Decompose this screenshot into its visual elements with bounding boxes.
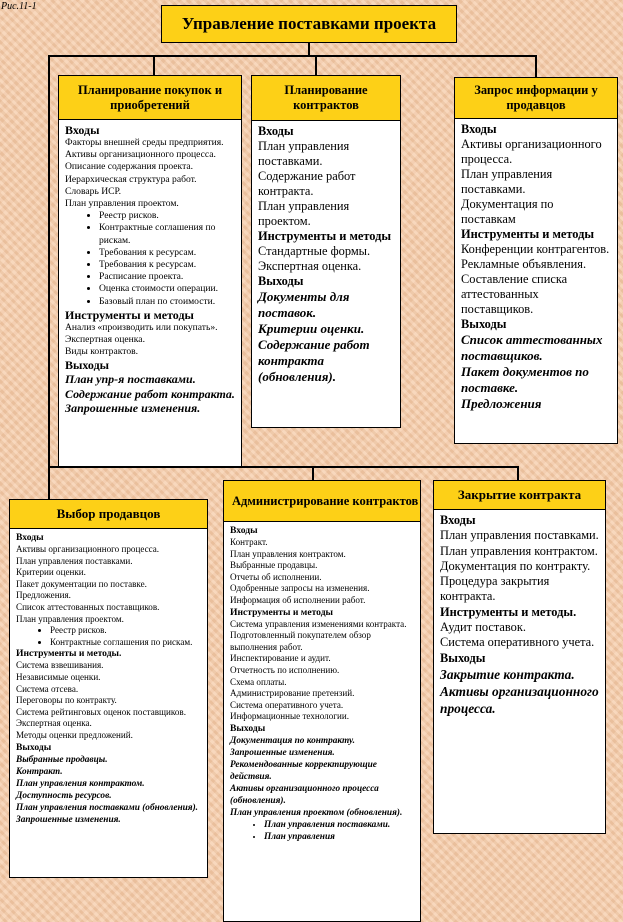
contract-closure-title: Закрытие контракта xyxy=(457,487,582,503)
list-item: Факторы внешней среды предприятия. xyxy=(65,137,224,148)
connector-left-trunk xyxy=(48,55,50,500)
list-item: Информационные технологии. xyxy=(230,711,349,722)
list-item: Экспертная оценка. xyxy=(16,718,92,729)
contract-planning-title: Планирование контрактов xyxy=(284,83,368,112)
list-item: Запрошенные изменения. xyxy=(16,814,121,825)
contract-planning-tools-heading: Инструменты и методы xyxy=(258,229,392,243)
list-item: План управления проектом. xyxy=(258,199,350,228)
list-item: Методы оценки предложений. xyxy=(16,729,133,740)
bullet-item: • Базовый план по стоимости. xyxy=(99,296,235,308)
purchase-planning-bullets xyxy=(65,210,235,308)
seller-info-title: Запрос информации у продавцов xyxy=(474,83,598,112)
purchase-planning-inputs xyxy=(65,137,235,210)
seller-selection-outputs-heading: Выходы xyxy=(16,741,52,753)
list-item: План управления поставками. xyxy=(461,167,553,196)
list-item: Схема оплаты. xyxy=(230,676,287,687)
purchase-planning-tools-heading: Инструменты и методы xyxy=(65,307,194,322)
list-item: План управления контрактом. xyxy=(230,548,346,559)
list-item: Список аттестованных поставщиков. xyxy=(461,332,603,363)
contract-planning-body xyxy=(251,120,401,428)
list-item: Доступность ресурсов. xyxy=(16,790,112,801)
root-title: Управление поставками проекта xyxy=(181,14,437,33)
list-item: Контракт. xyxy=(230,537,268,547)
list-item: Критерии оценки. xyxy=(16,567,86,578)
list-item: План управления контрактом. xyxy=(16,778,145,789)
contract-closure-tools-heading: Инструменты и методы. xyxy=(440,604,577,619)
list-item: Система взвешивания. xyxy=(16,660,104,671)
list-item: Конференции контрагентов. xyxy=(461,242,610,256)
list-item: Содержание работ контракта. xyxy=(258,169,356,198)
list-item: Одобренные запросы на изменения. xyxy=(230,583,370,594)
contract-closure-inputs-heading: Входы xyxy=(440,513,476,527)
list-item: Активы организационного процесса (обновления). xyxy=(230,783,379,806)
list-item: Администрирование претензий. xyxy=(230,688,355,699)
list-item: План управления поставками (обновления). xyxy=(16,802,198,813)
list-item: Отчеты об исполнении. xyxy=(230,571,322,582)
seller-selection-bullets xyxy=(16,625,201,648)
contract-admin-tools-heading: Инструменты и методы xyxy=(230,606,334,618)
list-item: Иерархическая структура работ. xyxy=(65,173,197,185)
list-item: Рекомендованные корректирующие действия. xyxy=(230,759,377,782)
list-item: Активы организационного процесса. xyxy=(461,137,602,166)
list-item: Система отсева. xyxy=(16,683,79,694)
connector-to-contract-planning xyxy=(315,55,317,75)
seller-selection-title: Выбор продавцов xyxy=(56,506,161,522)
list-item: Активы организационного процесса. xyxy=(16,544,160,554)
seller-selection-inputs-heading: Входы xyxy=(16,532,44,543)
bullet-item: • Контрактные соглашения по рискам. xyxy=(99,222,235,246)
list-item: Система рейтинговых оценок поставщиков. xyxy=(16,706,186,717)
list-item: Экспертная оценка. xyxy=(65,334,145,346)
purchase-planning-title: Планирование покупок и приобретений xyxy=(77,82,223,112)
bullet-item: • Реестр рисков. xyxy=(99,210,235,222)
contract-planning-outputs-heading: Выходы xyxy=(258,274,304,288)
bullet-item: • Расписание проекта. xyxy=(99,271,235,283)
list-item: Выбранные продавцы. xyxy=(16,754,108,765)
list-item: Запрошенные изменения. xyxy=(230,747,335,758)
seller-selection-tools-heading: Инструменты и методы. xyxy=(16,648,122,660)
contract-admin-bullets xyxy=(230,819,414,843)
contract-admin-header xyxy=(223,480,421,522)
list-item: Содержание работ контракта. xyxy=(65,386,235,401)
bullet-item: • План управления поставками. xyxy=(264,819,414,831)
list-item: Документация по поставкам xyxy=(461,197,554,226)
seller-info-outputs-heading: Выходы xyxy=(461,317,507,331)
list-item: Независимые оценки. xyxy=(16,671,101,682)
list-item: Документация по контракту. xyxy=(230,735,355,746)
contract-admin-outputs-heading: Выходы xyxy=(230,722,266,734)
list-item: План управления поставками. xyxy=(16,555,133,566)
seller-info-header xyxy=(454,77,618,119)
list-item: Экспертная оценка. xyxy=(258,259,362,273)
list-item: Контракт. xyxy=(16,766,63,777)
list-item: План управления поставками. xyxy=(440,528,599,543)
list-item: План управления контрактом. xyxy=(440,543,598,558)
contract-admin-title: Администрирование контрактов xyxy=(232,493,419,508)
list-item: Рекламные объявления. xyxy=(461,257,587,271)
connector-closure-up xyxy=(517,466,519,480)
list-item: Описание содержания проекта. xyxy=(65,161,194,173)
contract-admin-body xyxy=(223,521,421,922)
list-item: Аудит поставок. xyxy=(440,620,526,635)
bullet-item: • План управления xyxy=(264,831,414,843)
seller-selection-body xyxy=(9,528,208,878)
list-item: План управления проектом. xyxy=(16,613,124,624)
purchase-planning-header xyxy=(58,75,242,120)
bullet-item: • Контрактные соглашения по рискам. xyxy=(50,637,201,649)
seller-info-body xyxy=(454,118,618,444)
bullet-item: • Требования к ресурсам. xyxy=(99,259,235,271)
list-item: Словарь ИСР. xyxy=(65,185,122,197)
list-item: Содержание работ контракта (обновления). xyxy=(258,337,370,384)
seller-info-inputs-heading: Входы xyxy=(461,122,497,136)
list-item: Инспектирование и аудит. xyxy=(230,653,331,664)
list-item: Система управления изменениями контракта. xyxy=(230,618,407,629)
list-item: План упр-я поставками. xyxy=(65,372,196,387)
contract-closure-header xyxy=(433,480,606,510)
root-node xyxy=(161,5,457,43)
seller-selection-header xyxy=(9,499,208,529)
list-item: План управления поставками. xyxy=(258,139,350,168)
list-item: Информация об исполнении работ. xyxy=(230,594,366,605)
list-item: Виды контрактов. xyxy=(65,346,139,358)
connector-top-bar xyxy=(48,55,536,57)
list-item: Документация по контракту. xyxy=(440,558,591,573)
list-item: Составление списка аттестованных поставщиков. xyxy=(461,272,568,316)
purchase-planning-body xyxy=(58,119,242,467)
connector-admin-up xyxy=(312,466,314,480)
list-item: Пакет документов по поставке. xyxy=(461,364,589,395)
list-item: Предложения xyxy=(461,396,542,411)
list-item: Критерии оценки. xyxy=(258,321,365,336)
list-item: Процедура закрытия контракта. xyxy=(440,574,550,604)
list-item: Анализ «производить или покупать». xyxy=(65,321,218,333)
list-item: Активы организационного процесса. xyxy=(65,149,216,161)
list-item: Список аттестованных поставщиков. xyxy=(16,601,160,612)
list-item: Система оперативного учета. xyxy=(230,699,344,710)
list-item: Предложения. xyxy=(16,590,71,601)
list-item: Система оперативного учета. xyxy=(440,635,595,650)
list-item: Подготовленный покупателем обзор выполнения работ. xyxy=(230,630,371,652)
list-item: Отчетность по исполнению. xyxy=(230,664,340,675)
connector-to-seller-info xyxy=(535,55,537,77)
list-item: Активы организационного процесса. xyxy=(440,683,599,716)
contract-planning-header xyxy=(251,75,401,121)
contract-closure-outputs-heading: Выходы xyxy=(440,650,486,665)
contract-admin-inputs-heading: Входы xyxy=(230,525,258,536)
list-item: Выбранные продавцы. xyxy=(230,560,318,571)
figure-label: Рис.11-1 xyxy=(1,1,37,12)
list-item: План управления проектом (обновления). xyxy=(230,807,403,818)
list-item: Запрошенные изменения. xyxy=(65,401,201,416)
list-item: План управления проектом. xyxy=(65,198,179,210)
contract-planning-inputs-heading: Входы xyxy=(258,124,294,138)
list-item: Закрытие контракта. xyxy=(440,666,575,682)
list-item: Пакет документации по поставке. xyxy=(16,578,147,589)
purchase-planning-inputs-heading: Входы xyxy=(65,123,100,137)
list-item: Документы для поставок. xyxy=(258,289,350,320)
seller-info-tools-heading: Инструменты и методы xyxy=(461,227,595,241)
bullet-item: • Требования к ресурсам. xyxy=(99,247,235,259)
contract-closure-body xyxy=(433,509,606,834)
list-item: Стандартные формы. xyxy=(258,244,371,258)
bullet-item: • Реестр рисков. xyxy=(50,625,201,637)
bullet-item: • Оценка стоимости операции. xyxy=(99,283,235,295)
purchase-planning-outputs-heading: Выходы xyxy=(65,358,110,373)
list-item: Переговоры по контракту. xyxy=(16,695,117,706)
connector-to-purchase xyxy=(153,55,155,75)
